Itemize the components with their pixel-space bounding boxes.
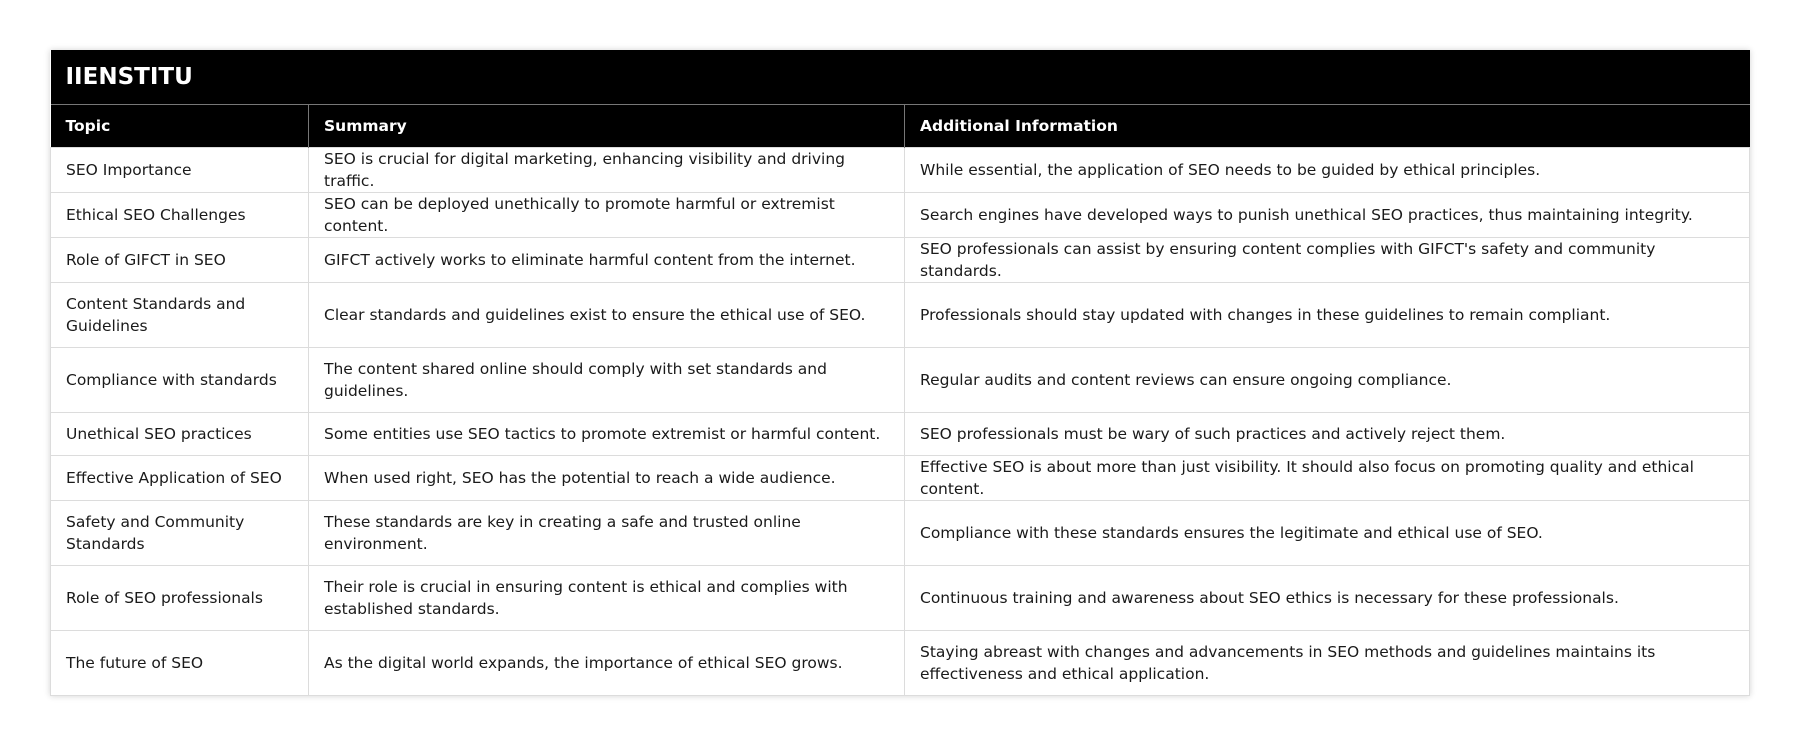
additional-info-cell: Regular audits and content reviews can ensure ongoing compliance. bbox=[905, 348, 1750, 413]
additional-info-cell: Search engines have developed ways to punish unethical SEO practices, thus maintaining integrity. bbox=[905, 193, 1750, 238]
summary-cell: SEO is crucial for digital marketing, enhancing visibility and driving traffic. bbox=[309, 148, 905, 193]
header-additional-information: Additional Information bbox=[905, 105, 1750, 148]
additional-info-cell: While essential, the application of SEO needs to be guided by ethical principles. bbox=[905, 148, 1750, 193]
additional-info-cell: Professionals should stay updated with changes in these guidelines to remain compliant. bbox=[905, 283, 1750, 348]
table-title: IIENSTITU bbox=[51, 50, 1750, 105]
table-header-row bbox=[51, 105, 1750, 148]
table-row bbox=[51, 456, 1750, 501]
table-row bbox=[51, 566, 1750, 631]
summary-cell: The content shared online should comply with set standards and guidelines. bbox=[309, 348, 905, 413]
topic-cell: Effective Application of SEO bbox=[51, 456, 309, 501]
topic-cell: Safety and Community Standards bbox=[51, 501, 309, 566]
table-title-row bbox=[51, 50, 1750, 105]
table-row bbox=[51, 148, 1750, 193]
summary-cell: As the digital world expands, the importance of ethical SEO grows. bbox=[309, 631, 905, 696]
table-row bbox=[51, 348, 1750, 413]
topic-cell: SEO Importance bbox=[51, 148, 309, 193]
table-row bbox=[51, 413, 1750, 456]
additional-info-cell: Continuous training and awareness about SEO ethics is necessary for these professionals. bbox=[905, 566, 1750, 631]
topic-cell: Ethical SEO Challenges bbox=[51, 193, 309, 238]
summary-cell: GIFCT actively works to eliminate harmful content from the internet. bbox=[309, 238, 905, 283]
topic-cell: Role of SEO professionals bbox=[51, 566, 309, 631]
header-topic: Topic bbox=[51, 105, 309, 148]
seo-topics-table bbox=[50, 50, 1750, 696]
additional-info-cell: Staying abreast with changes and advancements in SEO methods and guidelines maintains its effectiveness and ethical application. bbox=[905, 631, 1750, 696]
seo-table-container bbox=[50, 50, 1750, 696]
summary-cell: When used right, SEO has the potential to reach a wide audience. bbox=[309, 456, 905, 501]
topic-cell: Compliance with standards bbox=[51, 348, 309, 413]
additional-info-cell: SEO professionals can assist by ensuring content complies with GIFCT's safety and community standards. bbox=[905, 238, 1750, 283]
table-row bbox=[51, 283, 1750, 348]
summary-cell: SEO can be deployed unethically to promote harmful or extremist content. bbox=[309, 193, 905, 238]
topic-cell: Content Standards and Guidelines bbox=[51, 283, 309, 348]
summary-cell: Their role is crucial in ensuring content is ethical and complies with established standards. bbox=[309, 566, 905, 631]
topic-cell: Role of GIFCT in SEO bbox=[51, 238, 309, 283]
table-row bbox=[51, 631, 1750, 696]
header-summary: Summary bbox=[309, 105, 905, 148]
additional-info-cell: SEO professionals must be wary of such practices and actively reject them. bbox=[905, 413, 1750, 456]
summary-cell: Clear standards and guidelines exist to ensure the ethical use of SEO. bbox=[309, 283, 905, 348]
additional-info-cell: Effective SEO is about more than just visibility. It should also focus on promoting quality and ethical content. bbox=[905, 456, 1750, 501]
table-row bbox=[51, 193, 1750, 238]
summary-cell: Some entities use SEO tactics to promote extremist or harmful content. bbox=[309, 413, 905, 456]
summary-cell: These standards are key in creating a safe and trusted online environment. bbox=[309, 501, 905, 566]
topic-cell: Unethical SEO practices bbox=[51, 413, 309, 456]
additional-info-cell: Compliance with these standards ensures the legitimate and ethical use of SEO. bbox=[905, 501, 1750, 566]
topic-cell: The future of SEO bbox=[51, 631, 309, 696]
table-row bbox=[51, 501, 1750, 566]
table-row bbox=[51, 238, 1750, 283]
